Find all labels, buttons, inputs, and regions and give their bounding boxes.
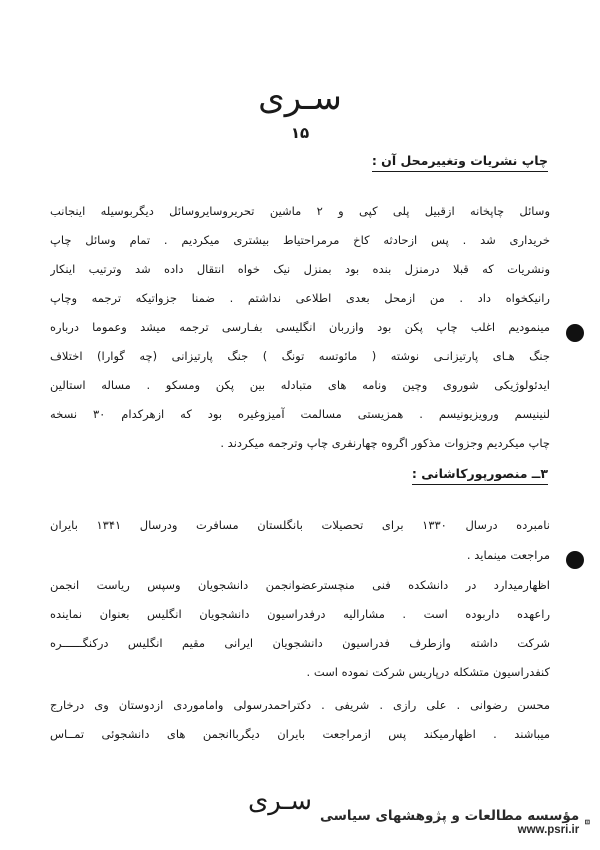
paragraph-line: محسن رضوانی . علی رازی . شریفی . دکتراحمدرسولی واماموردی ازدوستان وی درخارج bbox=[50, 698, 550, 712]
paragraph-line: لنینیسم ورویزیونیسم . همزیستی مسالمت آمیزوغیره بود که ازهرکدام ۳۰ نسخه bbox=[50, 407, 550, 421]
paragraph-line: راعهده داربوده است . مشارالیه درفدراسیون دانشجویان انگلیس بعنوان نماینده bbox=[50, 607, 550, 621]
punch-hole-icon bbox=[566, 324, 584, 342]
paragraph-line: جنگ هـای پارتیزانـی نوشته ( مائوتسه تونگ ) جنگ پارتیزانی (چه گوارا) اختلاف bbox=[50, 349, 550, 363]
paragraph-line: ایدئولوژیکی شوروی وچین ونامه های متبادله بین پکن ومسکو . مساله استالین bbox=[50, 378, 550, 392]
paragraph-line: شرکت داشته وازطرف فدراسیون دانشجویان ایرانی مقیم انگلیس درکنگــــــره bbox=[50, 636, 550, 650]
paragraph-line: میباشند . اظهارمیکند پس ازمراجعت بایران دیگرباانجمن های دانشجوئی تمــاس bbox=[50, 727, 550, 741]
section-heading-printing: چاپ نشریات وتغییرمحل آن : bbox=[372, 153, 548, 172]
page-number: ۱۵ bbox=[290, 124, 310, 142]
classification-header: سـری bbox=[258, 78, 342, 118]
psri-logo-icon bbox=[585, 803, 590, 841]
paragraph-line: ونشریات که قبلا درمنزل بنده بود بمنزل نیک خواه انتقال داده شد وترتیب اینکار bbox=[50, 262, 550, 276]
classification-footer: سـری bbox=[247, 786, 313, 816]
watermark-text bbox=[320, 808, 579, 836]
punch-hole-icon bbox=[566, 551, 584, 569]
paragraph-line: مینمودیم اغلب چاپ پکن بود وازربان انگلیسی بفـارسی ترجمه میشد وعموما درباره bbox=[50, 320, 550, 334]
paragraph-line: اظهارمیدارد در دانشکده فنی منچسترعضوانجمن دانشجویان وسپس ریاست انجمن bbox=[50, 578, 550, 592]
paragraph-line: نامبرده درسال ۱۳۳۰ برای تحصیلات بانگلستان مسافرت ودرسال ۱۳۴۱ بایران bbox=[50, 518, 550, 532]
section-heading-person: ۳ــ منصورپورکاشانی : bbox=[412, 466, 548, 485]
institute-watermark bbox=[320, 800, 590, 844]
watermark-institute-name: مؤسسه مطالعات و پژوهشهای سیاسی bbox=[320, 808, 580, 824]
paragraph-line: کنفدراسیون متشکله درپاریس شرکت نموده است . bbox=[306, 665, 550, 679]
paragraph-line: مراجعت مینماید . bbox=[466, 548, 550, 562]
watermark-url: www.psri.ir bbox=[517, 824, 580, 836]
paragraph-line: رانیکخواه داد . من ازمحل بعدی اطلاعی نداشتم . ضمنا جزواتیکه ترجمه وچاپ bbox=[50, 291, 550, 305]
paragraph-line: وسائل چاپخانه ازقبیل پلی کپی و ۲ ماشین تحریروسایروسائل دیگربوسیله اینجانب bbox=[50, 204, 550, 218]
paragraph-line: چاپ میکردیم وجزوات مذکور اگروه چهارنفری چاپ وترجمه میکردند . bbox=[220, 436, 550, 450]
paragraph-line: خریداری شد . پس ازحادثه کاخ مرمراحتیاط بیشتری میکردیم . تمام وسائل چاپ bbox=[50, 233, 550, 247]
